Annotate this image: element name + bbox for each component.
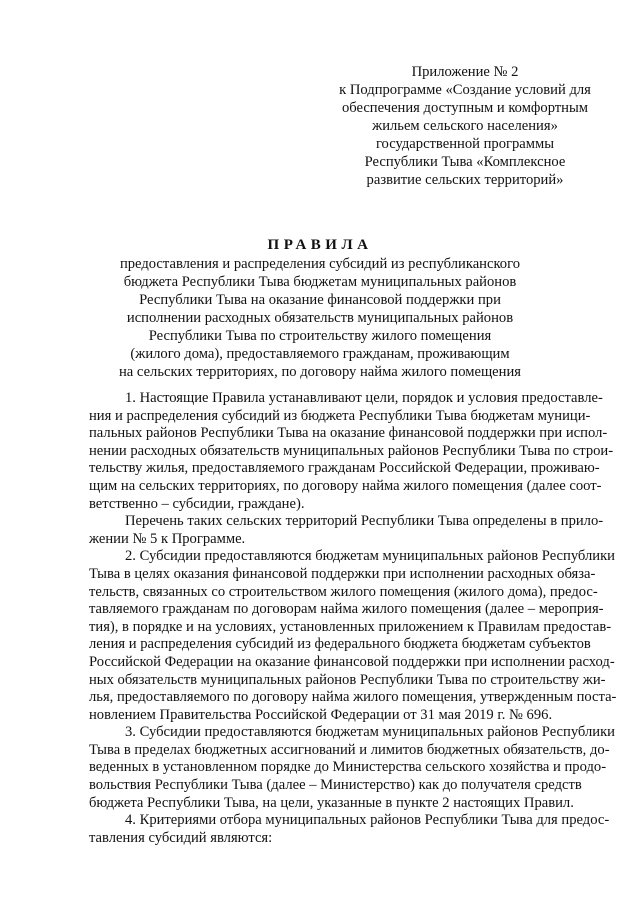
appendix-line: Приложение № 2 xyxy=(411,64,519,80)
subtitle-line: Республики Тыва на оказание финансовой поддержки при xyxy=(139,292,501,308)
paragraph-2 xyxy=(89,513,604,548)
paragraph-line: тавляемого гражданам по договорам найма жилого помещения (далее – мероприя- xyxy=(89,601,604,618)
paragraph-line: тавления субсидий являются: xyxy=(89,829,273,846)
paragraph-line: новлением Правительства Российской Федерации от 31 мая 2019 г. № 696. xyxy=(89,706,553,723)
paragraph-line: Перечень таких сельских территорий Республики Тыва определены в прило- xyxy=(125,513,604,530)
paragraph-line: 1. Настоящие Правила устанавливают цели, порядок и условия предоставле- xyxy=(125,390,603,406)
appendix-line: к Подпрограмме «Создание условий для xyxy=(339,82,591,98)
paragraph-line: тельству жилья, предоставляемого гражданам Российской Федерации, проживаю- xyxy=(89,460,600,477)
paragraph-line: 2. Субсидии предоставляются бюджетам муниципальных районов Республики xyxy=(125,548,615,565)
paragraph-4 xyxy=(89,724,615,812)
paragraph-line: 4. Критериями отбора муниципальных районов Республики Тыва для предос- xyxy=(125,812,610,829)
subtitle-line: (жилого дома), предоставляемого гражданам, проживающим xyxy=(130,346,510,362)
document-subtitle xyxy=(95,255,545,381)
paragraph-line: пальных районов Республики Тыва на оказание финансовой поддержки при испол- xyxy=(89,425,608,442)
paragraph-line: тия), в порядке и на условиях, установленных приложением к Правилам предостав- xyxy=(89,618,612,635)
paragraph-line: ния и распределения субсидий из бюджета Республики Тыва бюджетам муници- xyxy=(89,407,591,424)
appendix-line: государственной программы xyxy=(375,136,555,152)
paragraph-line: веденных в установленном порядке до Министерства сельского хозяйства и продо- xyxy=(89,759,607,776)
paragraph-line: Российской Федерации на оказание финансовой поддержки при исполнении расход- xyxy=(89,653,615,670)
paragraph-line: ных обязательств муниципальных районов Республики Тыва по строительству жи- xyxy=(89,671,606,688)
appendix-header xyxy=(335,63,595,189)
appendix-line: Республики Тыва «Комплексное xyxy=(364,154,566,170)
document-body xyxy=(89,390,617,847)
subtitle-line: предоставления и распределения субсидий из республиканского xyxy=(119,256,521,272)
paragraph-line: Тыва в целях оказания финансовой поддержки при исполнении расходных обяза- xyxy=(89,565,596,582)
paragraph-line: жении № 5 к Программе. xyxy=(89,530,246,547)
paragraph-3 xyxy=(89,548,617,724)
subtitle-line: бюджета Республики Тыва бюджетам муниципальных районов xyxy=(123,274,517,290)
paragraph-line: щим на сельских территориях, по договору найма жилого помещения (далее соот- xyxy=(89,477,602,494)
paragraph-line: бюджета Республики Тыва, на цели, указанные в пункте 2 настоящих Правил. xyxy=(89,794,574,811)
appendix-line: обеспечения доступным и комфортным xyxy=(341,100,589,116)
subtitle-line: на сельских территориях, по договору найма жилого помещения xyxy=(118,364,521,380)
paragraph-line: ления и распределения субсидий из федерального бюджета бюджетам субъектов xyxy=(89,636,591,653)
subtitle-line: Республики Тыва по строительству жилого помещения xyxy=(148,328,492,344)
paragraph-line: 3. Субсидии предоставляются бюджетам муниципальных районов Республики xyxy=(125,724,615,741)
paragraph-5 xyxy=(89,812,610,847)
paragraph-line: вольствия Республики Тыва (далее – Министерство) как до получателя средств xyxy=(89,777,582,794)
paragraph-line: тельств, связанных со строительством жилого помещения (жилого дома), предос- xyxy=(89,583,598,600)
paragraph-line: Тыва в пределах бюджетных ассигнований и лимитов бюджетных обязательств, до- xyxy=(89,741,610,758)
paragraph-1 xyxy=(89,390,614,513)
paragraph-line: ветственно – субсидии, граждане). xyxy=(89,495,305,512)
paragraph-line: нении расходных обязательств муниципальных районов Республики Тыва по строи- xyxy=(89,442,614,459)
subtitle-line: исполнении расходных обязательств муниципальных районов xyxy=(126,310,514,326)
appendix-line: жильем сельского населения» xyxy=(372,118,558,134)
paragraph-line: лья, предоставляемого по договору найма жилого помещения, утвержденным поста- xyxy=(89,689,617,706)
document-title: ПРАВИЛА xyxy=(267,237,373,253)
appendix-line: развитие сельских территорий» xyxy=(366,172,564,188)
title-block xyxy=(95,236,545,381)
